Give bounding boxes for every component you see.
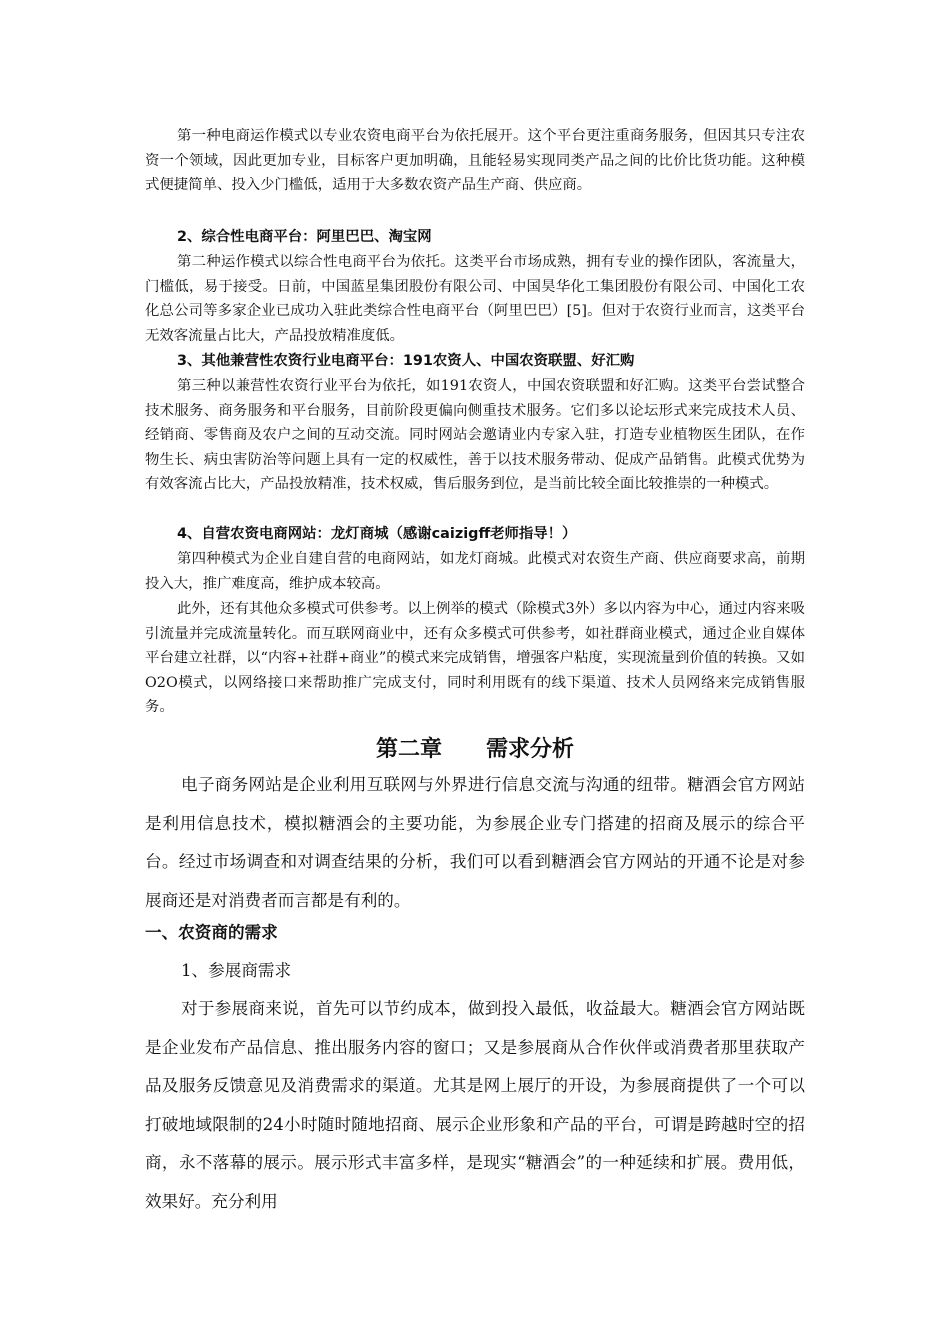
paragraph-model-3: 第三种以兼营性农资行业平台为依托，如191农资人，中国农资联盟和好汇购。这类平台尝试整合技术服务、商务服务和平台服务，目前阶段更偏向侧重技术服务。它们多以论坛形式来完成技术人员、经销商、零售商及农户之间的互动交流。同时网站会邀请业内专家入驻，打造专业植物医生团队，在作物生长、病虫害防治等问题上具有一定的权威性，善于以技术服务带动、促成产品销售。此模式优势为有效客流占比大，产品投放精准，技术权威，售后服务到位，是当前比较全面比较推崇的一种模式。 <box>145 378 805 493</box>
chapter-intro-paragraph: 电子商务网站是企业利用互联网与外界进行信息交流与沟通的纽带。糖酒会官方网站是利用信息技术，模拟糖酒会的主要功能，为参展企业专门搭建的招商及展示的综合平台。经过市场调查和对调查结果的分析，我们可以看到糖酒会官方网站的开通不论是对参展商还是对消费者而言都是有利的。 <box>145 775 805 910</box>
heading-model-2: 2、综合性电商平台：阿里巴巴、淘宝网 <box>177 229 432 245</box>
paragraph-model-4: 第四种模式为企业自建自营的电商网站，如龙灯商城。此模式对农资生产商、供应商要求高，前期投入大，推广难度高，维护成本较高。 <box>145 551 805 592</box>
paragraph-model-2: 第二种运作模式以综合性电商平台为依托。这类平台市场成熟，拥有专业的操作团队，客流量大，门槛低，易于接受。日前，中国蓝星集团股份有限公司、中国昊华化工集团股份有限公司、中国化工农化总公司等多家企业已成功入驻此类综合性电商平台（阿里巴巴）[5]。但对于农资行业而言，这类平台无效客流量占比大，产品投放精准度低。 <box>145 254 805 344</box>
heading-model-3: 3、其他兼营性农资行业电商平台：191农资人、中国农资联盟、好汇购 <box>177 353 635 369</box>
chapter-title: 第二章 需求分析 <box>375 737 574 762</box>
sub-heading: 1、参展商需求 <box>181 961 292 980</box>
paragraph-other-models: 此外，还有其他众多模式可供参考。以上例举的模式（除模式3外）多以内容为中心，通过内容来吸引流量并完成流量转化。而互联网商业中，还有众多模式可供参考，如社群商业模式，通过企业自媒体平台建立社群，以“内容+社群+商业”的模式来完成销售，增强客户粘度，实现流量到价值的转换。又如O2O模式，以网络接口来帮助推广完成支付，同时利用既有的线下渠道、技术人员网络来完成销售服务。 <box>145 601 805 716</box>
exhibitor-paragraph: 对于参展商来说，首先可以节约成本，做到投入最低，收益最大。糖酒会官方网站既是企业发布产品信息、推出服务内容的窗口；又是参展商从合作伙伴或消费者那里获取产品及服务反馈意见及消费需求的渠道。尤其是网上展厅的开设，为参展商提供了一个可以打破地域限制的24小时随时随地招商、展示企业形象和产品的平台，可谓是跨越时空的招商，永不落幕的展示。展示形式丰富多样，是现实“糖酒会”的一种延续和扩展。费用低，效果好。充分利用 <box>145 999 805 1211</box>
paragraph-model-1: 第一种电商运作模式以专业农资电商平台为依托展开。这个平台更注重商务服务，但因其只专注农资一个领域，因此更加专业，目标客户更加明确，且能轻易实现同类产品之间的比价比货功能。这种模式便捷简单、投入少门槛低，适用于大多数农资产品生产商、供应商。 <box>145 128 805 194</box>
heading-model-4: 4、自营农资电商网站：龙灯商城（感谢caizigff老师指导！） <box>177 526 577 542</box>
section-heading: 一、农资商的需求 <box>145 923 278 942</box>
